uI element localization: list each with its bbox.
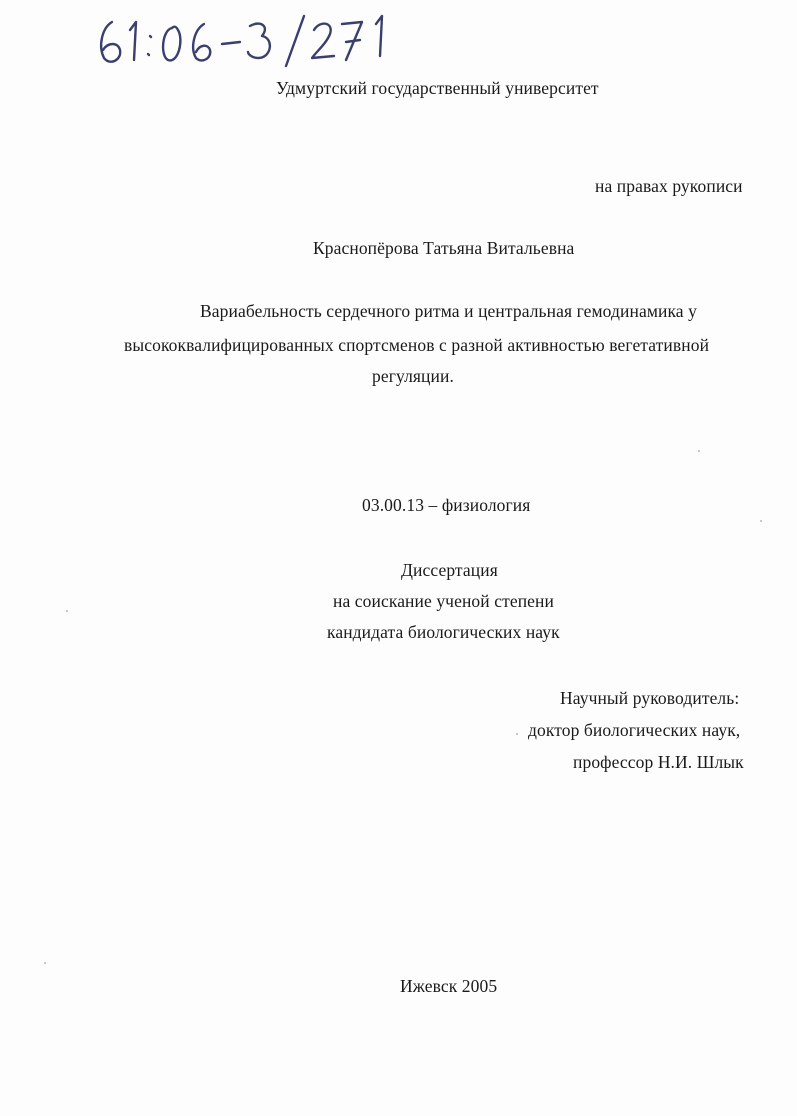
- university-name: Удмуртский государственный университет: [276, 78, 599, 98]
- supervisor-label: Научный руководитель:: [560, 688, 740, 708]
- author-name: Краснопёрова Татьяна Витальевна: [313, 238, 575, 258]
- scan-speck: [760, 520, 762, 522]
- scan-speck: [698, 450, 700, 452]
- degree-line-1: на соискание ученой степени: [333, 591, 554, 611]
- title-line-3: регуляции.: [372, 366, 454, 386]
- supervisor-degree: доктор биологических наук,: [528, 720, 741, 740]
- handwritten-catalog-number: [90, 8, 400, 70]
- city-year: Ижевск 2005: [400, 976, 498, 996]
- degree-line-2: кандидата биологических наук: [327, 622, 560, 642]
- supervisor-name: профессор Н.И. Шлык: [573, 752, 744, 772]
- title-line-2: высококвалифицированных спортсменов с разной активностью вегетативной: [124, 335, 710, 355]
- scan-speck: [516, 733, 518, 735]
- dissertation-label: Диссертация: [401, 560, 498, 580]
- specialty-code: 03.00.13 – физиология: [362, 495, 531, 515]
- scan-speck: [66, 610, 68, 612]
- rights-note: на правах рукописи: [595, 176, 743, 196]
- scan-speck: [44, 962, 46, 964]
- title-line-1: Вариабельность сердечного ритма и центральная гемодинамика у: [200, 301, 697, 321]
